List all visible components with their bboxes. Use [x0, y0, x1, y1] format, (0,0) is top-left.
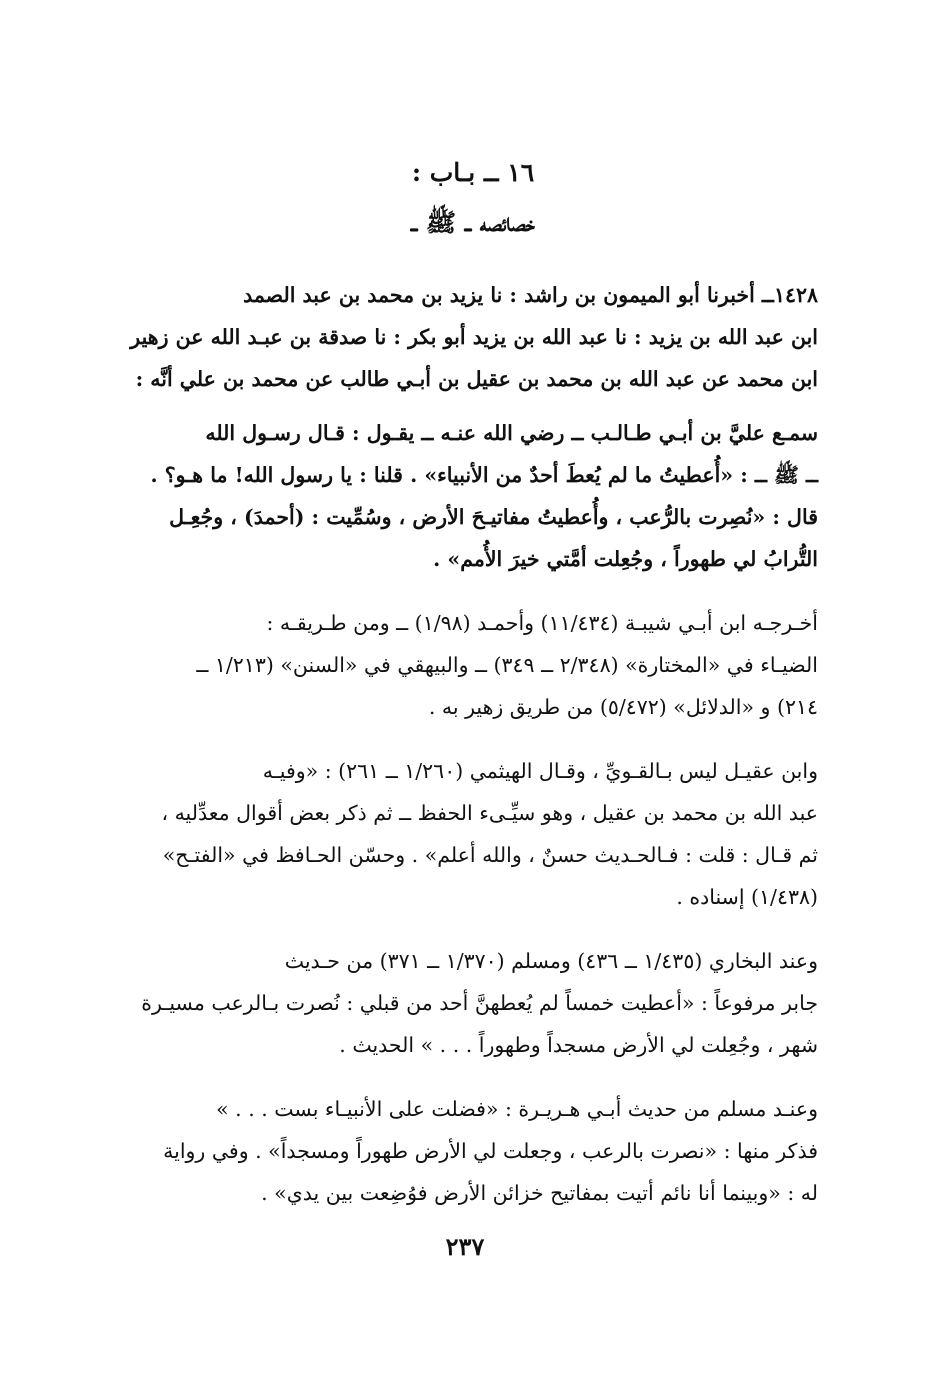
commentary-paragraph-bukhari	[128, 940, 818, 1066]
matn-line: التُّرابُ لي طهوراً ، وجُعِلت أمَّتي خيرَ الأُمم» .	[433, 547, 818, 571]
chapter-subtitle: خصائصه ــ ﷺ ــ	[410, 208, 536, 237]
matn-line: سمـع عليَّ بن أبـي طـالـب ــ رضي الله عنـه ــ يقـول : قـال رسـول الله	[205, 421, 818, 445]
chapter-title: ١٦ ــ بـاب :	[411, 158, 535, 187]
hadith-isnad	[128, 274, 818, 400]
commentary-line: عبد الله بن محمد بن عقيل ، وهو سيِّـىء الحفظ ــ ثم ذكر بعض أقوال معدِّليه ،	[161, 801, 818, 825]
commentary-paragraph-muslim	[128, 1088, 818, 1214]
commentary-line: شهر ، وجُعِلت لي الأرض مسجداً وطهوراً . . . » الحديث .	[339, 1033, 818, 1057]
isnad-line: ابن عبد الله بن يزيد : نا عبد الله بن يزيد أبو بكر : نا صدقة بن عبـد الله عن زهير	[130, 325, 818, 349]
commentary-line: الضيـاء في «المختارة» (٢/٣٤٨ ــ ٣٤٩) ــ والبيهقي في «السنن» (١/٢١٣ ــ	[196, 653, 818, 677]
commentary-paragraph-grading	[128, 750, 818, 918]
commentary-line: وعند البخاري (١/٤٣٥ ــ ٤٣٦) ومسلم (١/٣٧٠ ــ ٣٧١) من حـديث	[284, 949, 818, 973]
isnad-line: ابن محمد عن عبد الله بن محمد بن عقيل بن أبـي طالب عن محمد بن علي أنَّه :	[135, 367, 818, 391]
commentary-line: ٢١٤) و «الدلائل» (٥/٤٧٢) من طريق زهير به .	[428, 695, 818, 719]
hadith-matn	[128, 412, 818, 580]
chapter-heading	[128, 148, 818, 248]
page-number: ٢٣٧	[445, 1232, 485, 1261]
commentary-line: (١/٤٣٨) إسناده .	[676, 885, 818, 909]
matn-line: ــ ﷺ ــ : «أُعطيتُ ما لم يُعطَ أحدٌ من الأنبياء» . قلنا : يا رسول الله! ما هـو؟ .	[150, 463, 818, 487]
matn-line: قال : «نُصِرت بالرُّعب ، وأُعطيتُ مفاتيـحَ الأرض ، وسُمِّيت : (أحمدَ) ، وجُعِـل	[169, 505, 818, 529]
isnad-line: ١٤٢٨ــ أخبرنا أبو الميمون بن راشد : نا يزيد بن محمد بن عبد الصمد	[243, 283, 818, 307]
commentary-line: وعنـد مسلم من حديث أبـي هـريـرة : «فضلت على الأنبيـاء بست . . . »	[216, 1097, 818, 1121]
commentary-line: ثم قـال : قلت : فـالحـديث حسنٌ ، والله أعلم» . وحسّن الحـافظ في «الفتـح»	[162, 843, 818, 867]
commentary-line: جابر مرفوعاً : «أعطيت خمساً لم يُعطهنَّ أحد من قبلي : نُصرت بـالرعب مسيـرة	[141, 991, 818, 1015]
book-page	[128, 140, 818, 1214]
commentary-line: له : «وبينما أنا نائم أتيت بمفاتيح خزائن الأرض فوُضِعت بين يدي» .	[261, 1181, 818, 1205]
commentary-paragraph-takhrij	[128, 602, 818, 728]
commentary-line: أخـرجـه ابن أبـي شيبـة (١١/٤٣٤) وأحمـد (١/٩٨) ــ ومن طـريقـه :	[266, 611, 818, 635]
commentary-line: فذكر منها : «نصرت بالرعب ، وجعلت لي الأرض طهوراً ومسجداً» . وفي رواية	[163, 1139, 818, 1163]
commentary-line: وابن عقيـل ليس بـالقـويِّ ، وقـال الهيثمي (١/٢٦٠ ــ ٢٦١) : «وفيـه	[262, 759, 818, 783]
